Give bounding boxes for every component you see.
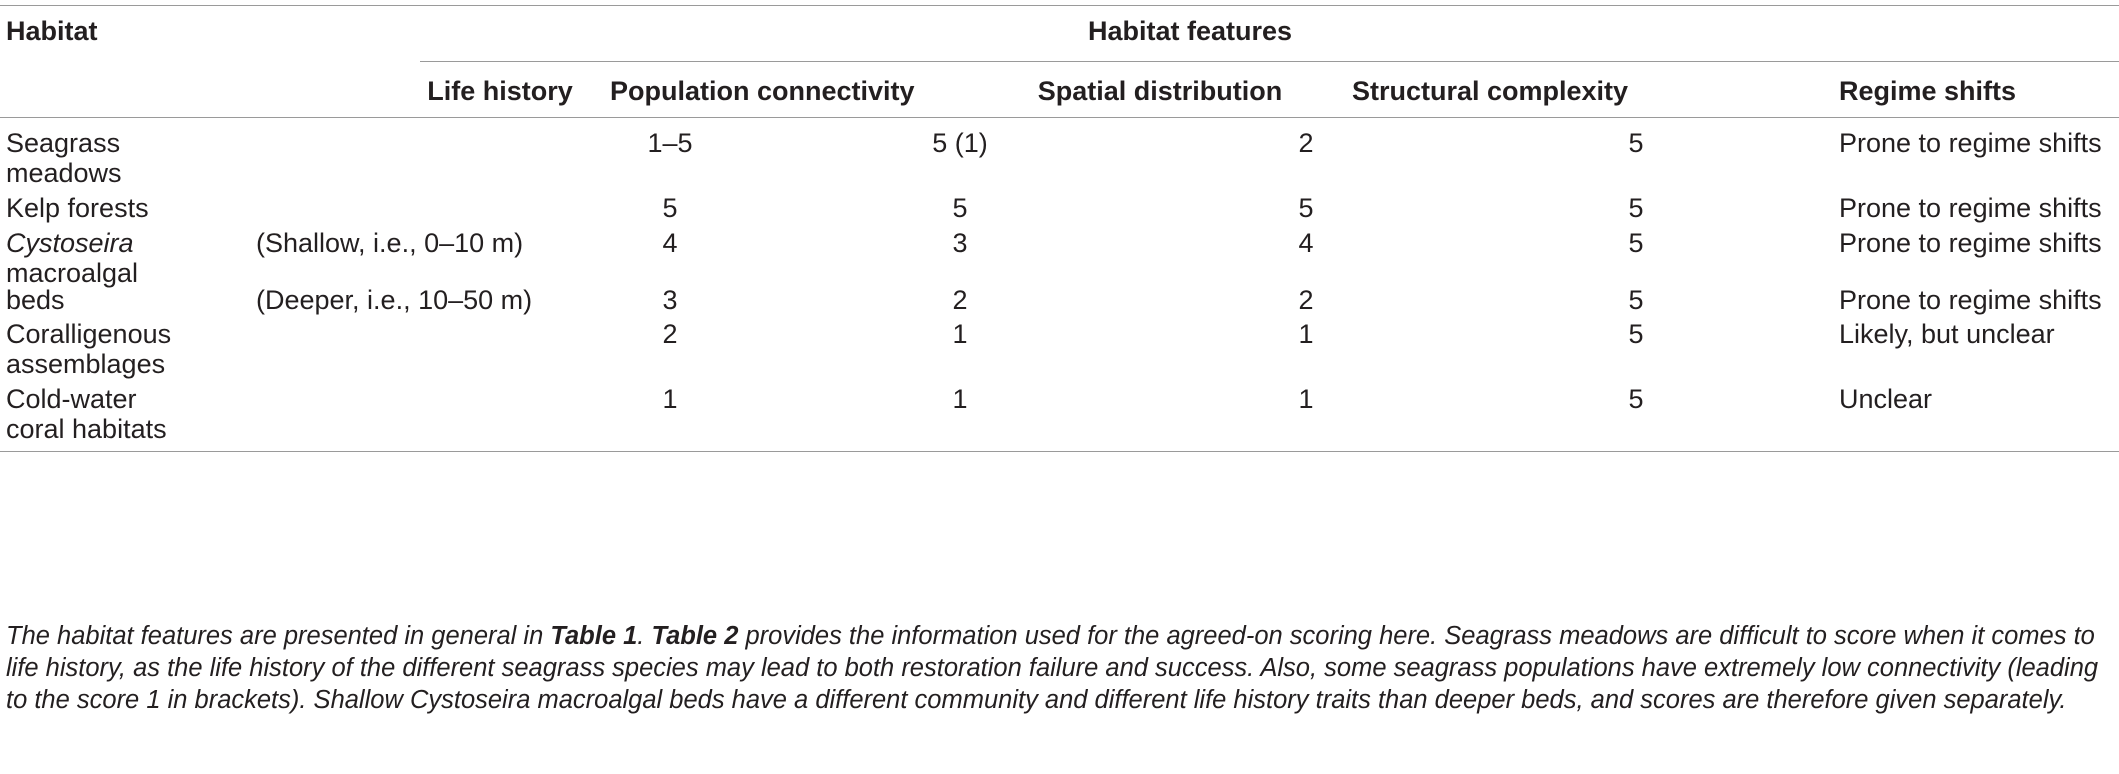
cell-life-history: 1–5 (647, 128, 693, 158)
cell-life-history: 3 (662, 285, 678, 315)
cell-spatial-distribution: 4 (1298, 228, 1314, 258)
cell-spatial-distribution: 5 (1298, 193, 1314, 223)
header-habitat-features: Habitat features (1087, 16, 1293, 46)
header-life-history: Life history (427, 76, 573, 106)
row-name-cystoseira-1: Cystoseira (6, 228, 134, 258)
habitat-features-rule (420, 61, 2119, 62)
row-sublabel-shallow: (Shallow, i.e., 0–10 m) (256, 228, 524, 258)
row-name-coldwater-1: Cold-water (6, 384, 137, 414)
cell-life-history: 2 (662, 319, 678, 349)
cell-life-history: 4 (662, 228, 678, 258)
cell-population-connectivity: 2 (952, 285, 968, 315)
row-name-seagrass-2: meadows (6, 158, 122, 188)
cell-regime-shifts: Unclear (1839, 384, 1933, 414)
cell-spatial-distribution: 1 (1298, 384, 1314, 414)
cell-population-connectivity: 3 (952, 228, 968, 258)
cell-life-history: 1 (662, 384, 678, 414)
cell-structural-complexity: 5 (1628, 228, 1644, 258)
row-name-seagrass-1: Seagrass (6, 128, 121, 158)
cell-population-connectivity: 1 (952, 384, 968, 414)
row-name-cystoseira-3: beds (6, 285, 65, 315)
table-footnote (6, 620, 2114, 716)
header-bottom-rule (0, 117, 2119, 118)
row-name-coldwater-2: coral habitats (6, 414, 167, 444)
cell-structural-complexity: 5 (1628, 384, 1644, 414)
footnote-table2-ref[interactable]: Table 2 (651, 622, 739, 650)
cell-population-connectivity: 1 (952, 319, 968, 349)
header-spatial-distribution: Spatial distribution (1037, 76, 1283, 106)
cell-life-history: 5 (662, 193, 678, 223)
footnote-text-2: . (637, 622, 652, 650)
cell-regime-shifts: Prone to regime shifts (1839, 228, 2102, 258)
footnote-text-1: The habitat features are presented in general in (6, 622, 551, 650)
cell-structural-complexity: 5 (1628, 319, 1644, 349)
table-top-rule (0, 5, 2119, 6)
row-name-coralligenous-1: Coralligenous (6, 319, 172, 349)
cell-structural-complexity: 5 (1628, 285, 1644, 315)
row-name-kelp: Kelp forests (6, 193, 149, 223)
header-structural-complexity: Structural complexity (1351, 76, 1629, 106)
header-habitat: Habitat (6, 16, 98, 46)
cell-spatial-distribution: 2 (1298, 285, 1314, 315)
cell-regime-shifts: Likely, but unclear (1839, 319, 2055, 349)
row-sublabel-deeper: (Deeper, i.e., 10–50 m) (256, 285, 533, 315)
cell-spatial-distribution: 2 (1298, 128, 1314, 158)
cell-regime-shifts: Prone to regime shifts (1839, 128, 2102, 158)
header-regime-shifts: Regime shifts (1839, 76, 2017, 106)
cell-population-connectivity: 5 (952, 193, 968, 223)
header-population-connectivity: Population connectivity (610, 76, 915, 106)
row-name-coralligenous-2: assemblages (6, 349, 166, 379)
footnote-text-3: provides the information used for the agreed-on scoring here. Seagrass meadows are difficult to score when it comes to life history, as the life history of the different seagrass species may lead to both restoration failure and success. Also, some seagrass populations have extremely low connectivity (leading to the score 1 in brackets). Shallow Cystoseira macroalgal beds have a different community and different life history traits than deeper beds, and scores are therefore given separately. (6, 622, 2099, 714)
cell-structural-complexity: 5 (1628, 193, 1644, 223)
cell-structural-complexity: 5 (1628, 128, 1644, 158)
row-name-cystoseira-2: macroalgal (6, 258, 139, 288)
cell-regime-shifts: Prone to regime shifts (1839, 285, 2102, 315)
table-bottom-rule (0, 451, 2119, 452)
footnote-table1-ref[interactable]: Table 1 (550, 622, 638, 650)
cell-regime-shifts: Prone to regime shifts (1839, 193, 2102, 223)
cell-population-connectivity: 5 (1) (932, 128, 988, 158)
cell-spatial-distribution: 1 (1298, 319, 1314, 349)
